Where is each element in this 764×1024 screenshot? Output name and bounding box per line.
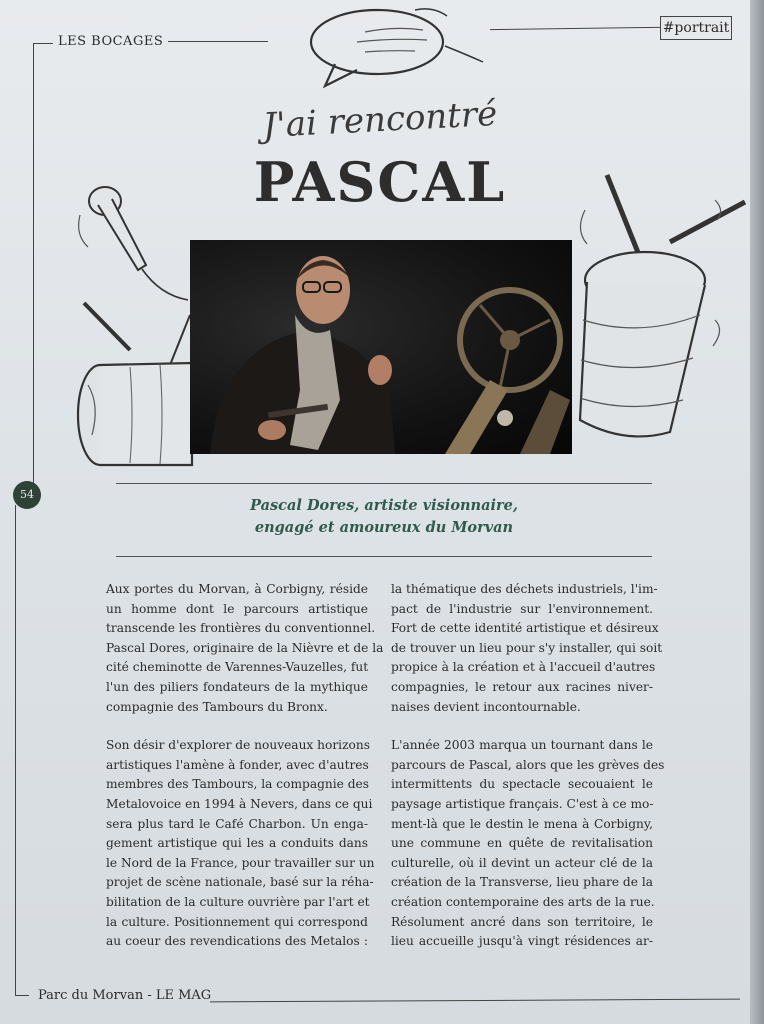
divider [116,483,652,484]
page-number-badge: 54 [13,481,41,509]
text-line: lieu accueille jusqu'à vingt résidences ar- [391,934,653,949]
text-line: naises devient incontournable. [391,699,581,714]
paragraph [106,580,384,717]
article-subtitle [116,495,652,539]
frame-line [15,995,29,996]
text-line: ment-là que le destin le mena à Corbigny, [391,816,653,831]
frame-line [33,43,53,44]
paragraph [391,580,663,717]
page-footer: Parc du Morvan - LE MAG [38,988,212,1003]
text-line: Metalovoice en 1994 à Nevers, dans ce qui [106,796,373,811]
frame-line [210,999,740,1003]
article-column-left [106,580,384,952]
text-line: L'année 2003 marqua un tournant dans le [391,738,653,753]
text-line: sera plus tard le Café Charbon. Un enga- [106,816,368,831]
frame-line [33,43,34,483]
text-line: Pascal Dores, originaire de la Nièvre et de la [106,640,384,655]
page-title: PASCAL [253,150,507,214]
article-column-right [391,580,665,952]
speech-bubble-icon [305,2,495,92]
text-line: création de la Transverse, lieu phare de la [391,875,653,890]
text-line: de trouver un lieu pour s'y installer, qui soit [391,640,663,655]
text-line: membres des Tambours, la compagnie des [106,777,369,792]
text-line: au coeur des revendications des Metalos : [106,934,368,949]
text-line: création contemporaine des arts de la rue. [391,894,655,909]
text-line: le Nord de la France, pour travailler sur un [106,855,375,870]
text-line: intermittents du spectacle secouaient le [391,777,653,792]
frame-line [168,41,268,42]
text-line: transcende les frontières du conventionnel. [106,621,376,636]
page-edge [750,0,764,1024]
section-label: LES BOCAGES [58,34,164,49]
text-line: paysage artistique français. C'est à ce mo- [391,796,654,811]
frame-line [490,27,660,30]
text-line: compagnie des Tambours du Bronx. [106,699,328,714]
frame-line [15,505,16,995]
text-line: Résolument ancré dans son territoire, le [391,914,653,929]
subtitle-line: Pascal Dores, artiste visionnaire, [250,497,518,514]
text-line: Fort de cette identité artistique et désireux [391,621,659,636]
text-line: bilitation de la culture ouvrière par l'art et [106,894,370,909]
text-line: cité cheminotte de Varennes-Vauzelles, fut [106,660,369,675]
text-line: compagnies, le retour aux racines niver- [391,679,653,694]
paragraph [391,736,665,952]
text-line: Aux portes du Morvan, à Corbigny, réside [106,582,368,596]
barrel-drumsticks-sketch-icon [565,170,750,450]
title-script-line: J'ai rencontré [261,93,499,147]
portrait-photo [190,240,572,454]
divider [116,556,652,557]
microphone-drum-sketch-icon [70,175,195,470]
text-line: pact de l'industrie sur l'environnement. [391,601,653,616]
portrait-tag: #portrait [660,16,732,40]
text-line: gement artistique qui les a conduits dans [106,836,368,851]
text-line: projet de scène nationale, basé sur la réha- [106,875,374,890]
text-line: l'un des piliers fondateurs de la mythique [106,679,368,694]
text-line: artistiques l'amène à fonder, avec d'autres [106,757,369,772]
subtitle-line: engagé et amoureux du Morvan [254,519,514,536]
text-line: culturelle, où il devint un acteur clé de la [391,855,653,870]
portrait-photo-graphic [190,240,572,454]
text-line: une commune en quête de revitalisation [391,836,653,851]
paragraph [106,736,375,952]
text-line: parcours de Pascal, alors que les grèves des [391,757,665,772]
text-line: la culture. Positionnement qui correspond [106,914,368,929]
text-line: Son désir d'explorer de nouveaux horizons [106,738,370,753]
text-line: propice à la création et à l'accueil d'autres [391,660,656,675]
text-line: un homme dont le parcours artistique [106,601,368,616]
text-line: la thématique des déchets industriels, l'im- [391,582,658,596]
